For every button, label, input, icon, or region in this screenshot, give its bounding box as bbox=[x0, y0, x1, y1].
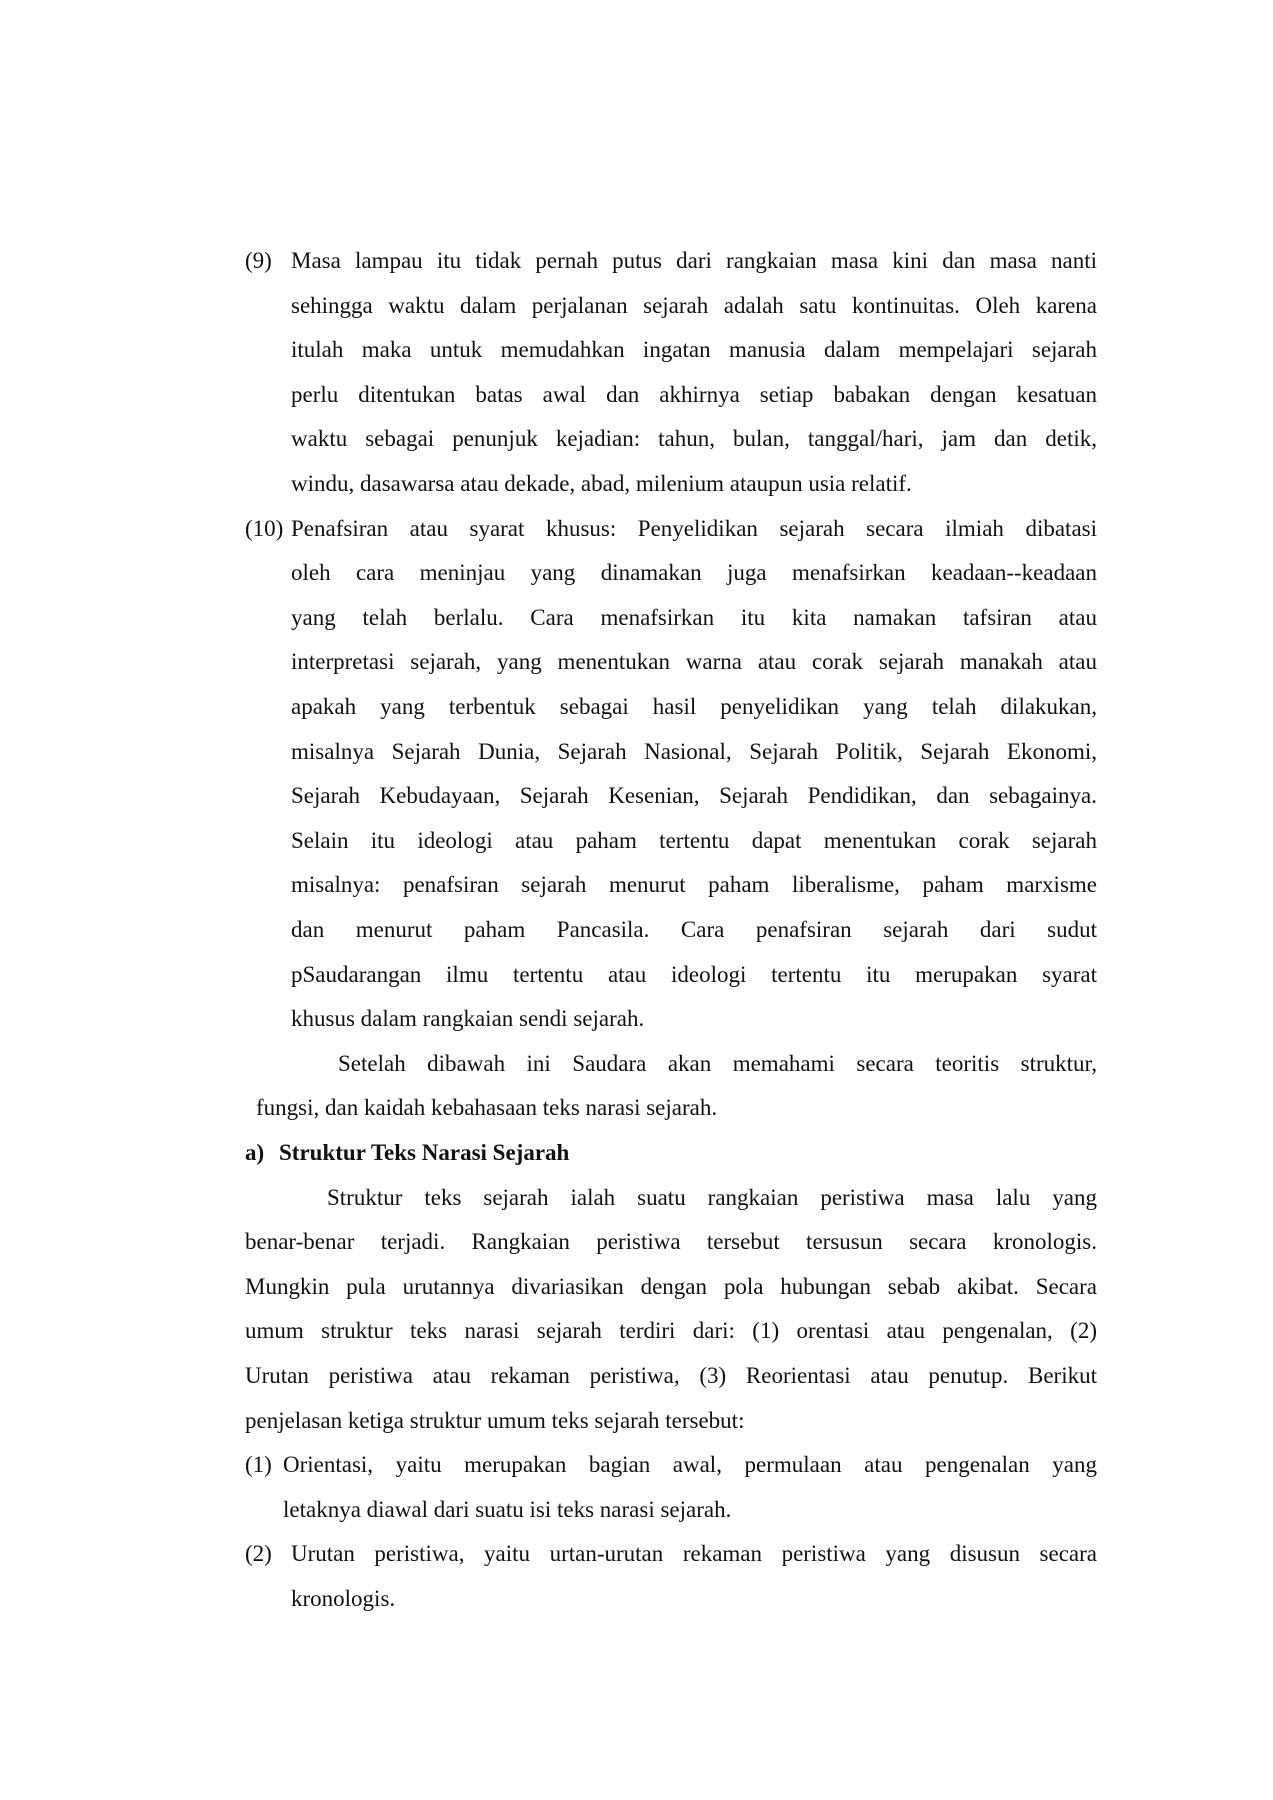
text-line: perlu ditentukan batas awal dan akhirnya setiap babakan dengan kesatuan bbox=[291, 381, 1097, 407]
text-line: benar-benar terjadi. Rangkaian peristiwa tersebut tersusun secara kronologis. bbox=[245, 1229, 1097, 1255]
text-line: kronologis. bbox=[291, 1586, 396, 1611]
text-line: umum struktur teks narasi sejarah terdiri dari: (1) orentasi atau pengenalan, (2) bbox=[245, 1318, 1097, 1344]
text-line: windu, dasawarsa atau dekade, abad, milenium ataupun usia relatif. bbox=[291, 471, 912, 496]
list-label: a) bbox=[245, 1140, 265, 1165]
text-line: Urutan peristiwa atau rekaman peristiwa, (3) Reorientasi atau penutup. Berikut bbox=[245, 1363, 1097, 1388]
text-line: yang telah berlalu. Cara menafsirkan itu kita namakan tafsiran atau bbox=[291, 604, 1097, 630]
text-line: Orientasi, yaitu merupakan bagian awal, permulaan atau pengenalan yang bbox=[283, 1452, 1097, 1478]
text-line: oleh cara meninjau yang dinamakan juga menafsirkan keadaan--keadaan bbox=[291, 560, 1097, 586]
text-line: dan menurut paham Pancasila. Cara penafsiran sejarah dari sudut bbox=[291, 917, 1097, 942]
text-line: misalnya Sejarah Dunia, Sejarah Nasional, Sejarah Politik, Sejarah Ekonomi, bbox=[291, 738, 1097, 764]
text-line: Setelah dibawah ini Saudara akan memahami secara teoritis struktur, bbox=[338, 1050, 1097, 1076]
text-line: itulah maka untuk memudahkan ingatan manusia dalam mempelajari sejarah bbox=[291, 337, 1097, 363]
list-label: (2) bbox=[245, 1541, 272, 1567]
text-line: interpretasi sejarah, yang menentukan warna atau corak sejarah manakah atau bbox=[291, 649, 1097, 675]
list-label: (10) bbox=[245, 515, 284, 541]
text-line: Selain itu ideologi atau paham tertentu dapat menentukan corak sejarah bbox=[291, 827, 1097, 853]
text-line: Penafsiran atau syarat khusus: Penyelidikan sejarah secara ilmiah dibatasi bbox=[291, 515, 1097, 541]
list-label: (1) bbox=[245, 1452, 272, 1478]
text-line: sehingga waktu dalam perjalanan sejarah adalah satu kontinuitas. Oleh karena bbox=[291, 292, 1097, 318]
text-line: waktu sebagai penunjuk kejadian: tahun, bulan, tanggal/hari, jam dan detik, bbox=[291, 426, 1097, 452]
text-line: Mungkin pula urutannya divariasikan dengan pola hubungan sebab akibat. Secara bbox=[245, 1273, 1097, 1299]
text-line: letaknya diawal dari suatu isi teks narasi sejarah. bbox=[283, 1496, 732, 1522]
text-line: apakah yang terbentuk sebagai hasil penyelidikan yang telah dilakukan, bbox=[291, 694, 1097, 719]
text-line: Masa lampau itu tidak pernah putus dari rangkaian masa kini dan masa nanti bbox=[291, 248, 1097, 273]
text-line: Sejarah Kebudayaan, Sejarah Kesenian, Sejarah Pendidikan, dan sebagainya. bbox=[291, 783, 1097, 809]
list-label: (9) bbox=[245, 248, 272, 273]
text-line: Struktur teks sejarah ialah suatu rangkaian peristiwa masa lalu yang bbox=[327, 1184, 1097, 1210]
text-line: pSaudarangan ilmu tertentu atau ideologi tertentu itu merupakan syarat bbox=[291, 961, 1097, 987]
text-line: Struktur Teks Narasi Sejarah bbox=[279, 1140, 570, 1165]
text-line: Urutan peristiwa, yaitu urtan-urutan rekaman peristiwa yang disusun secara bbox=[291, 1541, 1097, 1567]
text-line: penjelasan ketiga struktur umum teks sejarah tersebut: bbox=[245, 1407, 745, 1433]
text-line: fungsi, dan kaidah kebahasaan teks narasi sejarah. bbox=[256, 1095, 718, 1121]
text-line: khusus dalam rangkaian sendi sejarah. bbox=[291, 1006, 645, 1032]
text-line: misalnya: penafsiran sejarah menurut paham liberalisme, paham marxisme bbox=[291, 872, 1097, 898]
